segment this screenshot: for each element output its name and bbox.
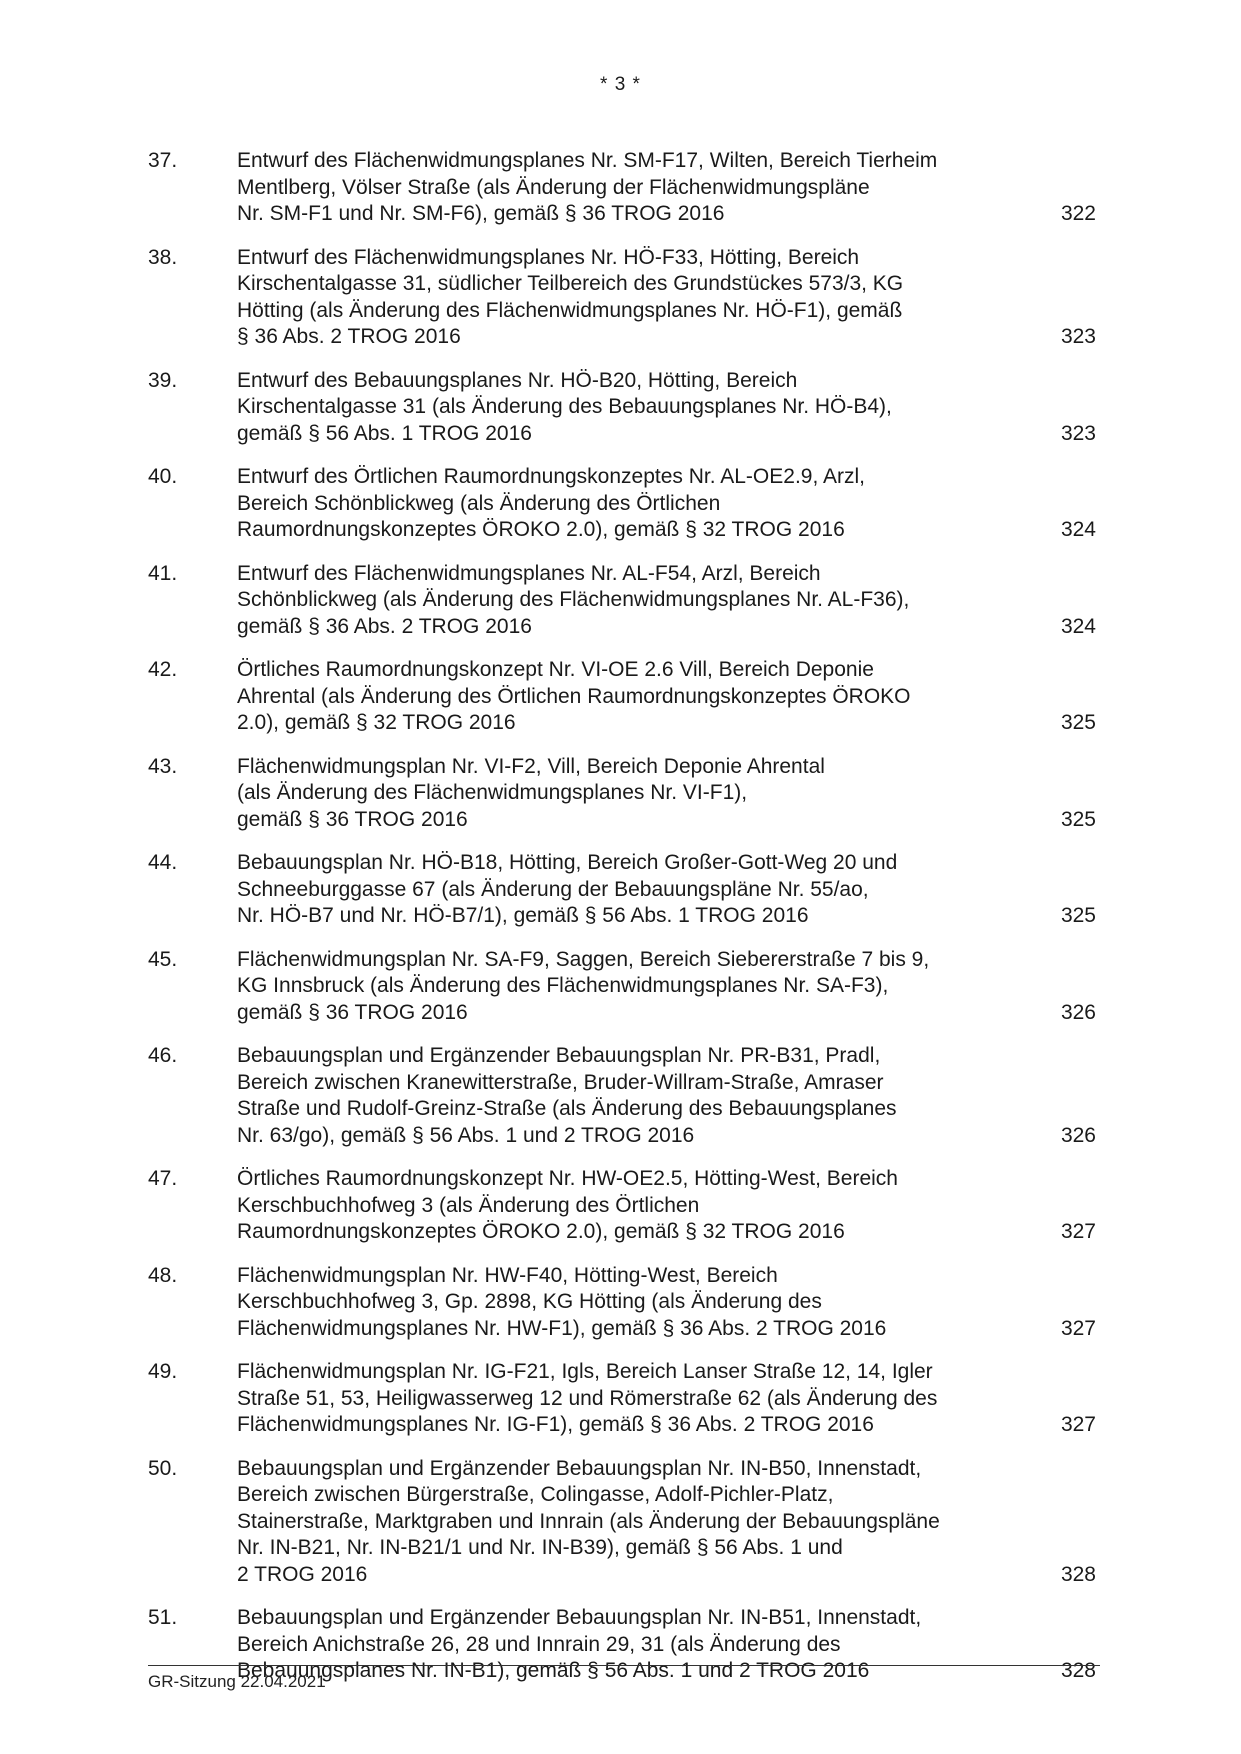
entry-title-line: Flächenwidmungsplan Nr. SA-F9, Saggen, Bereich Siebererstraße 7 bis 9, <box>237 947 930 971</box>
entry-page-number: 323 <box>1060 325 1096 348</box>
footer-divider <box>148 1665 1100 1666</box>
toc-entry <box>148 1359 1098 1439</box>
entry-number: 39. <box>148 368 178 392</box>
entry-page-number: 326 <box>1060 1123 1096 1147</box>
entry-title-line: gemäß § 36 Abs. 2 TROG 2016 <box>237 614 532 638</box>
toc-entry <box>148 245 1098 351</box>
entry-title-line: Entwurf des Flächenwidmungsplanes Nr. SM-F17, Wilten, Bereich Tierheim <box>237 149 938 172</box>
entry-title <box>237 754 1027 834</box>
entry-page-number: 322 <box>1060 202 1096 225</box>
toc-entry <box>148 754 1098 834</box>
entry-number: 44. <box>148 851 178 874</box>
entry-page-number: 328 <box>1060 1562 1096 1586</box>
entry-title <box>237 245 1027 351</box>
toc-entry <box>148 657 1098 737</box>
entry-title-line: Flächenwidmungsplan Nr. HW-F40, Hötting-West, Bereich <box>237 1263 778 1287</box>
entry-page-number: 327 <box>1060 1413 1096 1436</box>
entry-number: 43. <box>148 754 178 778</box>
entry-title <box>237 657 1027 737</box>
entry-title-line: Entwurf des Flächenwidmungsplanes Nr. HÖ-F33, Hötting, Bereich <box>237 245 860 269</box>
entry-title-line: Flächenwidmungsplan Nr. VI-F2, Vill, Bereich Deponie Ahrental <box>237 754 825 778</box>
entry-title-line: Stainerstraße, Marktgraben und Innrain (als Änderung der Bebauungspläne <box>237 1509 940 1533</box>
entry-title-line: Kerschbuchhofweg 3 (als Änderung des Örtlichen <box>237 1193 700 1217</box>
entry-title-line: Hötting (als Änderung des Flächenwidmungsplanes Nr. HÖ-F1), gemäß <box>237 298 903 322</box>
footer-meeting-date: GR-Sitzung 22.04.2021 <box>148 1672 326 1691</box>
entry-title-line: Nr. SM-F1 und Nr. SM-F6), gemäß § 36 TROG 2016 <box>237 202 725 225</box>
entry-number: 50. <box>148 1456 178 1480</box>
entry-title-line: Bebauungsplanes Nr. IN-B1), gemäß § 56 Abs. 1 und 2 TROG 2016 <box>237 1659 870 1682</box>
page-number: * 3 * <box>600 74 641 95</box>
toc-entry <box>148 947 1098 1027</box>
entry-title-line: Schneeburggasse 67 (als Änderung der Bebauungspläne Nr. 55/ao, <box>237 877 869 901</box>
entry-page-number: 324 <box>1060 614 1096 638</box>
entry-number: 49. <box>148 1360 178 1383</box>
entry-title <box>237 464 1027 544</box>
entry-title-line: (als Änderung des Flächenwidmungsplanes Nr. VI-F1), <box>237 781 748 804</box>
entry-title-line: Entwurf des Flächenwidmungsplanes Nr. AL-F54, Arzl, Bereich <box>237 561 821 585</box>
entry-title-line: gemäß § 36 TROG 2016 <box>237 807 468 831</box>
toc-entry <box>148 464 1098 544</box>
entry-title-line: Nr. 63/go), gemäß § 56 Abs. 1 und 2 TROG 2016 <box>237 1123 695 1147</box>
entry-title-line: Örtliches Raumordnungskonzept Nr. VI-OE 2.6 Vill, Bereich Deponie <box>237 658 874 681</box>
entry-number: 45. <box>148 947 178 971</box>
toc-entry <box>148 1166 1098 1246</box>
entry-title-line: Flächenwidmungsplanes Nr. IG-F1), gemäß § 36 Abs. 2 TROG 2016 <box>237 1413 874 1436</box>
entry-page-number: 325 <box>1060 807 1096 831</box>
entry-number: 38. <box>148 245 178 269</box>
entry-title-line: Bereich Schönblickweg (als Änderung des Örtlichen <box>237 491 721 515</box>
entry-title <box>237 368 1027 448</box>
entry-title-line: Mentlberg, Völser Straße (als Änderung der Flächenwidmungspläne <box>237 175 870 199</box>
toc-entry <box>148 561 1098 641</box>
entry-title-line: Bereich zwischen Kranewitterstraße, Bruder-Willram-Straße, Amraser <box>237 1070 884 1094</box>
entry-title <box>237 1605 1027 1685</box>
entry-title-line: Flächenwidmungsplan Nr. IG-F21, Igls, Bereich Lanser Straße 12, 14, Igler <box>237 1360 933 1383</box>
entry-title <box>237 561 1027 641</box>
entry-page-number: 328 <box>1060 1659 1096 1682</box>
entry-number: 37. <box>148 149 178 172</box>
entry-number: 40. <box>148 465 178 488</box>
entry-title-line: Kerschbuchhofweg 3, Gp. 2898, KG Hötting (als Änderung des <box>237 1290 822 1313</box>
entry-title-line: gemäß § 56 Abs. 1 TROG 2016 <box>237 421 532 445</box>
entry-title-line: Kirschentalgasse 31, südlicher Teilbereich des Grundstückes 573/3, KG <box>237 272 904 295</box>
entry-page-number: 325 <box>1060 711 1096 734</box>
toc-entry <box>148 1456 1098 1589</box>
entry-title-line: Straße und Rudolf-Greinz-Straße (als Änderung des Bebauungsplanes <box>237 1097 897 1120</box>
entry-title <box>237 1166 1027 1246</box>
entry-title-line: Örtliches Raumordnungskonzept Nr. HW-OE2.5, Hötting-West, Bereich <box>237 1167 898 1190</box>
entry-title-line: Bebauungsplan und Ergänzender Bebauungsplan Nr. PR-B31, Pradl, <box>237 1044 881 1067</box>
entry-number: 47. <box>148 1167 178 1190</box>
toc-entry <box>148 1263 1098 1343</box>
toc-entry <box>148 1043 1098 1149</box>
entry-title-line: Ahrental (als Änderung des Örtlichen Raumordnungskonzeptes ÖROKO <box>237 684 911 708</box>
toc-entry <box>148 368 1098 448</box>
entry-title-line: Entwurf des Bebauungsplanes Nr. HÖ-B20, Hötting, Bereich <box>237 368 798 392</box>
entry-title-line: Bebauungsplan und Ergänzender Bebauungsplan Nr. IN-B51, Innenstadt, <box>237 1606 922 1629</box>
entry-title <box>237 1263 1027 1343</box>
entry-title <box>237 1456 1027 1589</box>
entry-title <box>237 947 1027 1027</box>
entry-number: 48. <box>148 1263 178 1287</box>
entry-title-line: Raumordnungskonzeptes ÖROKO 2.0), gemäß § 32 TROG 2016 <box>237 1220 845 1243</box>
entry-title-line: Kirschentalgasse 31 (als Änderung des Bebauungsplanes Nr. HÖ-B4), <box>237 395 892 418</box>
entry-title-line: Bebauungsplan Nr. HÖ-B18, Hötting, Bereich Großer-Gott-Weg 20 und <box>237 851 898 874</box>
entry-title-line: Entwurf des Örtlichen Raumordnungskonzeptes Nr. AL-OE2.9, Arzl, <box>237 465 865 488</box>
table-of-contents <box>148 148 1098 1702</box>
entry-page-number: 324 <box>1060 518 1096 541</box>
entry-title <box>237 1043 1027 1149</box>
entry-page-number: 325 <box>1060 904 1096 927</box>
entry-title-line: Straße 51, 53, Heiligwasserweg 12 und Römerstraße 62 (als Änderung des <box>237 1386 938 1410</box>
entry-title-line: § 36 Abs. 2 TROG 2016 <box>237 325 461 348</box>
entry-title-line: Flächenwidmungsplanes Nr. HW-F1), gemäß § 36 Abs. 2 TROG 2016 <box>237 1316 887 1340</box>
entry-number: 42. <box>148 658 178 681</box>
entry-title-line: Raumordnungskonzeptes ÖROKO 2.0), gemäß § 32 TROG 2016 <box>237 518 845 541</box>
entry-title <box>237 148 1027 228</box>
entry-page-number: 327 <box>1060 1220 1096 1243</box>
entry-title-line: Schönblickweg (als Änderung des Flächenwidmungsplanes Nr. AL-F36), <box>237 588 910 611</box>
entry-title-line: Nr. IN-B21, Nr. IN-B21/1 und Nr. IN-B39), gemäß § 56 Abs. 1 und <box>237 1536 843 1559</box>
entry-title-line: Bereich Anichstraße 26, 28 und Innrain 29, 31 (als Änderung des <box>237 1632 841 1656</box>
entry-page-number: 326 <box>1060 1000 1096 1024</box>
entry-number: 51. <box>148 1606 178 1629</box>
entry-title <box>237 850 1027 930</box>
entry-title-line: Bereich zwischen Bürgerstraße, Colingasse, Adolf-Pichler-Platz, <box>237 1483 834 1506</box>
entry-page-number: 323 <box>1060 421 1096 445</box>
entry-title-line: 2 TROG 2016 <box>237 1562 368 1586</box>
entry-number: 46. <box>148 1044 178 1067</box>
entry-title <box>237 1359 1027 1439</box>
toc-entry <box>148 850 1098 930</box>
toc-entry <box>148 148 1098 228</box>
entry-title-line: Bebauungsplan und Ergänzender Bebauungsplan Nr. IN-B50, Innenstadt, <box>237 1456 922 1480</box>
entry-title-line: KG Innsbruck (als Änderung des Flächenwidmungsplanes Nr. SA-F3), <box>237 974 889 997</box>
entry-page-number: 327 <box>1060 1316 1096 1340</box>
entry-title-line: gemäß § 36 TROG 2016 <box>237 1000 468 1024</box>
entry-title-line: 2.0), gemäß § 32 TROG 2016 <box>237 711 516 734</box>
entry-number: 41. <box>148 561 178 585</box>
entry-title-line: Nr. HÖ-B7 und Nr. HÖ-B7/1), gemäß § 56 Abs. 1 TROG 2016 <box>237 904 809 927</box>
